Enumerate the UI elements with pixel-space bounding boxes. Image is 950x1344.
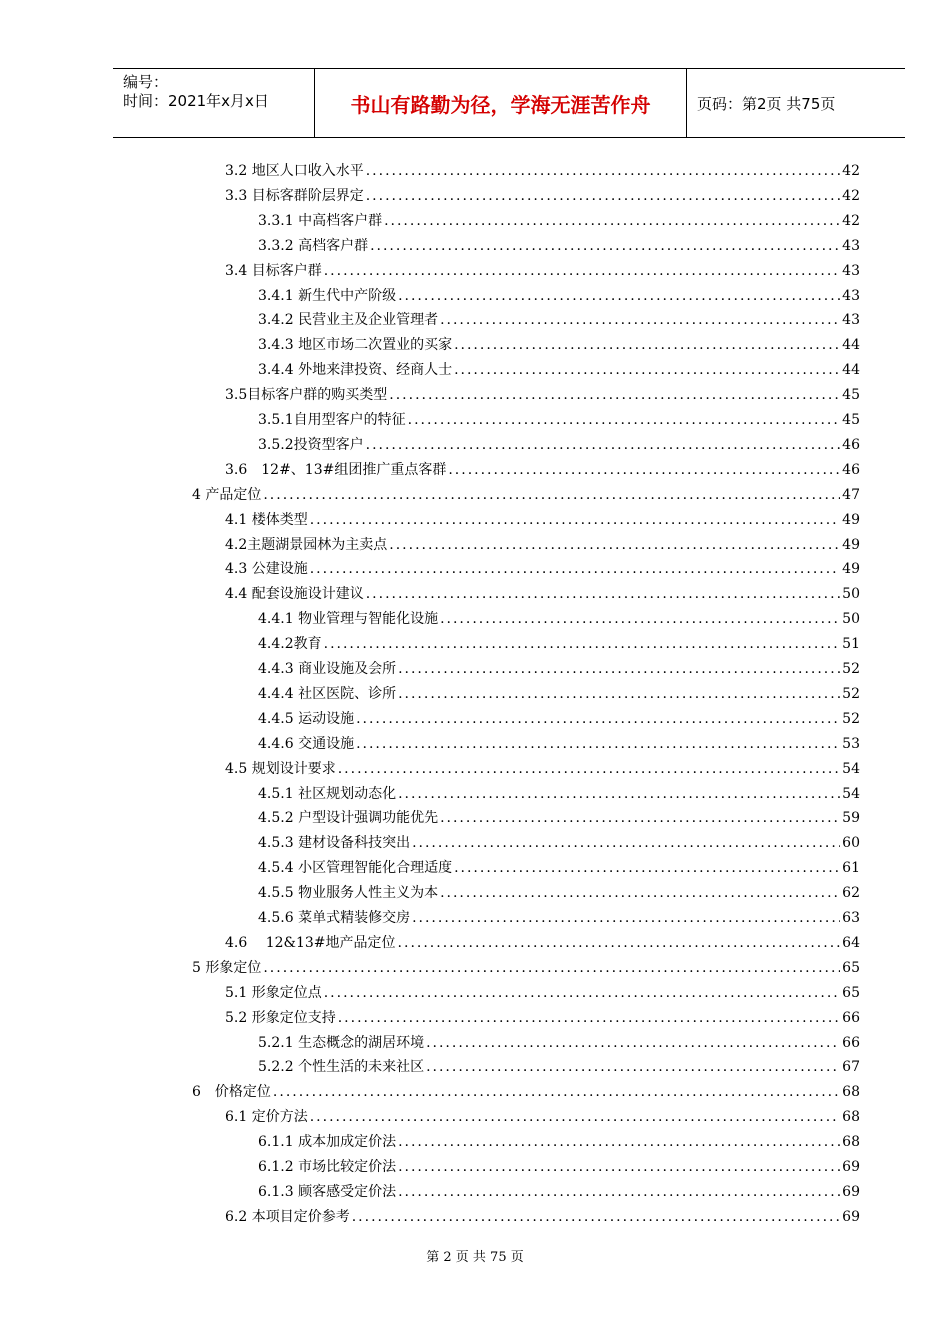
toc-entry[interactable] xyxy=(258,235,860,257)
toc-entry[interactable] xyxy=(225,459,860,481)
toc-entry-page: 65 xyxy=(842,959,860,976)
toc-entry-title: 3.4.2 民营业主及企业管理者 xyxy=(258,312,439,329)
toc-entry-title: 4.4.4 社区医院、诊所 xyxy=(258,685,397,702)
toc-leader-dots xyxy=(310,558,840,580)
toc-leader-dots xyxy=(384,210,840,232)
toc-entry-page: 59 xyxy=(842,810,860,827)
toc-entry-title: 4.5 规划设计要求 xyxy=(225,760,336,777)
toc-entry-title: 6.1.3 顾客感受定价法 xyxy=(258,1183,397,1200)
toc-leader-dots xyxy=(370,235,840,257)
toc-leader-dots xyxy=(398,1131,840,1153)
toc-entry[interactable] xyxy=(258,708,860,730)
toc-entry-title: 6.2 本项目定价参考 xyxy=(225,1208,350,1225)
toc-entry-page: 49 xyxy=(842,536,860,553)
toc-entry[interactable] xyxy=(225,1206,860,1228)
toc-leader-dots xyxy=(398,683,840,705)
toc-entry-page: 50 xyxy=(842,586,860,603)
toc-leader-dots xyxy=(426,1032,840,1054)
toc-leader-dots xyxy=(263,484,840,506)
toc-entry[interactable] xyxy=(225,558,860,580)
toc-entry[interactable] xyxy=(258,1181,860,1203)
toc-entry[interactable] xyxy=(258,359,860,381)
toc-entry-page: 69 xyxy=(842,1159,860,1175)
toc-entry-title: 3.4 目标客户群 xyxy=(225,262,322,279)
toc-leader-dots xyxy=(324,982,840,1004)
toc-leader-dots xyxy=(398,658,840,680)
toc-entry[interactable] xyxy=(258,882,860,904)
toc-leader-dots xyxy=(398,783,840,805)
toc-entry-page: 52 xyxy=(842,661,860,677)
toc-entry-title: 3.6 12#、13#组团推广重点客群 xyxy=(225,461,447,478)
toc-leader-dots xyxy=(338,758,840,780)
toc-leader-dots xyxy=(356,733,840,755)
header-motto: 书山有路勤为径，学海无涯苦作舟 xyxy=(315,69,687,137)
toc-entry-page: 44 xyxy=(842,362,860,379)
toc-entry-title: 3.4.1 新生代中产阶级 xyxy=(258,287,397,304)
toc-entry[interactable] xyxy=(258,733,860,755)
toc-entry-page: 69 xyxy=(842,1183,860,1200)
toc-entry[interactable] xyxy=(258,1131,860,1153)
toc-entry[interactable] xyxy=(258,683,860,705)
toc-entry-page: 49 xyxy=(842,561,860,578)
toc-entry-page: 62 xyxy=(842,885,860,902)
toc-entry[interactable] xyxy=(192,1081,860,1103)
toc-leader-dots xyxy=(454,334,840,356)
toc-leader-dots xyxy=(440,309,840,331)
toc-entry-title: 4 产品定位 xyxy=(192,486,262,503)
toc-entry[interactable] xyxy=(258,783,860,805)
toc-leader-dots xyxy=(324,633,841,655)
toc-entry-page: 46 xyxy=(842,461,860,478)
toc-entry-page: 60 xyxy=(842,835,860,852)
toc-entry[interactable] xyxy=(258,907,860,929)
toc-entry-title: 4.5.6 菜单式精装修交房 xyxy=(258,910,411,926)
toc-entry-page: 53 xyxy=(842,735,860,752)
toc-leader-dots xyxy=(366,160,840,182)
toc-entry-page: 68 xyxy=(842,1084,860,1101)
toc-entry-title: 6.1.2 市场比较定价法 xyxy=(258,1159,397,1175)
document-time: 时间：2021年x月x日 xyxy=(123,92,269,110)
toc-entry[interactable] xyxy=(258,633,860,655)
toc-entry-title: 5.1 形象定位点 xyxy=(225,984,322,1001)
toc-entry-page: 43 xyxy=(842,312,860,329)
toc-entry-title: 5.2.1 生态概念的湖居环境 xyxy=(258,1034,425,1051)
toc-leader-dots xyxy=(273,1081,840,1103)
toc-leader-dots xyxy=(310,1106,840,1128)
toc-leader-dots xyxy=(440,807,840,829)
toc-leader-dots xyxy=(440,608,840,630)
toc-leader-dots xyxy=(366,434,841,456)
toc-entry-title: 4.3 公建设施 xyxy=(225,561,308,578)
toc-entry[interactable] xyxy=(225,1106,860,1128)
toc-entry[interactable] xyxy=(225,260,860,282)
toc-entry-title: 3.5.2投资型客户 xyxy=(258,436,364,453)
toc-entry-title: 4.4.5 运动设施 xyxy=(258,710,355,727)
toc-leader-dots xyxy=(408,409,841,431)
toc-leader-dots xyxy=(263,957,840,979)
toc-entry-page: 65 xyxy=(842,984,860,1001)
toc-entry[interactable] xyxy=(225,583,860,605)
toc-leader-dots xyxy=(398,932,841,954)
page-footer: 第 2 页 共 75 页 xyxy=(426,1250,524,1265)
toc-entry-title: 6 价格定位 xyxy=(192,1084,271,1101)
toc-entry-title: 4.4.2教育 xyxy=(258,636,322,653)
toc-leader-dots xyxy=(412,907,840,929)
toc-entry-page: 66 xyxy=(842,1034,860,1051)
toc-entry-title: 3.3.2 高档客户群 xyxy=(258,237,369,254)
toc-entry-page: 67 xyxy=(842,1059,860,1076)
toc-leader-dots xyxy=(356,708,840,730)
toc-entry[interactable] xyxy=(258,409,860,431)
toc-leader-dots xyxy=(440,882,840,904)
toc-leader-dots xyxy=(398,285,840,307)
toc-entry-page: 45 xyxy=(842,387,860,404)
toc-entry-title: 4.5.3 建材设备科技突出 xyxy=(258,835,411,852)
toc-leader-dots xyxy=(324,260,840,282)
toc-entry-title: 4.1 楼体类型 xyxy=(225,511,308,528)
toc-entry[interactable] xyxy=(225,509,860,531)
toc-entry-title: 4.5.1 社区规划动态化 xyxy=(258,785,397,802)
toc-entry[interactable] xyxy=(225,185,860,207)
toc-entry-page: 54 xyxy=(842,785,860,802)
toc-entry-page: 49 xyxy=(842,511,860,528)
toc-entry-title: 5.2.2 个性生活的未来社区 xyxy=(258,1059,425,1076)
toc-entry[interactable] xyxy=(258,1056,860,1078)
toc-entry-page: 66 xyxy=(842,1009,860,1026)
toc-leader-dots xyxy=(448,459,840,481)
toc-entry[interactable] xyxy=(258,309,860,331)
toc-entry-page: 42 xyxy=(842,163,860,179)
toc-entry[interactable] xyxy=(225,534,860,556)
toc-leader-dots xyxy=(398,1181,840,1203)
toc-entry-page: 42 xyxy=(842,212,860,229)
toc-entry-title: 3.3 目标客群阶层界定 xyxy=(225,187,364,204)
toc-entry-page: 61 xyxy=(842,860,860,877)
toc-entry-page: 52 xyxy=(842,710,860,727)
toc-entry-page: 51 xyxy=(842,636,860,653)
toc-entry[interactable] xyxy=(258,857,860,879)
toc-entry-page: 68 xyxy=(842,1109,860,1126)
toc-entry-page: 43 xyxy=(842,237,860,254)
toc-entry[interactable] xyxy=(225,160,860,182)
toc-entry-title: 3.5.1自用型客户的特征 xyxy=(258,412,406,428)
header-meta xyxy=(113,69,315,137)
toc-entry[interactable] xyxy=(192,957,860,979)
toc-entry-page: 45 xyxy=(842,412,860,428)
toc-entry-title: 6.1.1 成本加成定价法 xyxy=(258,1134,397,1151)
toc-entry-title: 4.5.4 小区管理智能化合理适度 xyxy=(258,860,453,877)
toc-leader-dots xyxy=(352,1206,840,1228)
toc-entry-title: 4.5.5 物业服务人性主义为本 xyxy=(258,885,439,902)
toc-entry[interactable] xyxy=(258,1156,860,1178)
toc-leader-dots xyxy=(389,384,840,406)
toc-leader-dots xyxy=(426,1056,840,1078)
toc-entry-page: 68 xyxy=(842,1134,860,1151)
toc-entry-page: 54 xyxy=(842,760,860,777)
toc-leader-dots xyxy=(398,1156,840,1178)
toc-entry-title: 4.4.6 交通设施 xyxy=(258,735,355,752)
toc-entry-page: 44 xyxy=(842,337,860,354)
toc-entry-page: 52 xyxy=(842,685,860,702)
toc-entry-page: 42 xyxy=(842,187,860,204)
toc-entry-page: 64 xyxy=(842,934,860,951)
toc-entry-page: 50 xyxy=(842,611,860,628)
toc-entry[interactable] xyxy=(225,384,860,406)
toc-entry-title: 4.4.1 物业管理与智能化设施 xyxy=(258,611,439,628)
page-header xyxy=(113,68,905,138)
toc-leader-dots xyxy=(454,857,840,879)
toc-entry-title: 5 形象定位 xyxy=(192,959,262,976)
toc-entry[interactable] xyxy=(225,1007,860,1029)
toc-leader-dots xyxy=(454,359,840,381)
toc-entry[interactable] xyxy=(225,932,860,954)
toc-entry-page: 46 xyxy=(842,436,860,453)
toc-entry[interactable] xyxy=(225,982,860,1004)
toc-entry-page: 69 xyxy=(842,1208,860,1225)
toc-entry-title: 4.4.3 商业设施及会所 xyxy=(258,661,397,677)
toc-entry[interactable] xyxy=(225,758,860,780)
toc-leader-dots xyxy=(338,1007,840,1029)
toc-leader-dots xyxy=(366,185,840,207)
toc-entry[interactable] xyxy=(258,1032,860,1054)
toc-entry-page: 43 xyxy=(842,287,860,304)
toc-entry-page: 47 xyxy=(842,486,860,503)
toc-entry-title: 3.4.3 地区市场二次置业的买家 xyxy=(258,337,453,354)
toc-leader-dots xyxy=(366,583,840,605)
toc-entry-title: 3.4.4 外地来津投资、经商人士 xyxy=(258,362,453,379)
toc-entry-title: 3.2 地区人口收入水平 xyxy=(225,163,364,179)
toc-entry-title: 4.4 配套设施设计建议 xyxy=(225,586,364,603)
toc-entry-title: 4.5.2 户型设计强调功能优先 xyxy=(258,810,439,827)
toc-entry-title: 3.3.1 中高档客户群 xyxy=(258,212,383,229)
toc-entry-title: 4.2主题湖景园林为主卖点 xyxy=(225,536,388,553)
document-number: 编号： xyxy=(123,73,169,91)
toc-entry-page: 63 xyxy=(842,910,860,926)
toc-entry-page: 43 xyxy=(842,262,860,279)
toc-entry[interactable] xyxy=(258,210,860,232)
toc-entry-title: 6.1 定价方法 xyxy=(225,1109,308,1126)
toc-entry[interactable] xyxy=(258,285,860,307)
toc-entry[interactable] xyxy=(258,658,860,680)
toc-entry[interactable] xyxy=(192,484,860,506)
toc-entry[interactable] xyxy=(258,608,860,630)
toc-leader-dots xyxy=(412,832,840,854)
toc-leader-dots xyxy=(389,534,840,556)
toc-entry[interactable] xyxy=(258,807,860,829)
header-page-number: 页码：第2页 共75页 xyxy=(697,94,836,113)
toc-entry[interactable] xyxy=(258,434,860,456)
toc-entry-title: 4.6 12&13#地产品定位 xyxy=(225,934,396,951)
toc-entry[interactable] xyxy=(258,832,860,854)
toc-entry[interactable] xyxy=(258,334,860,356)
toc-leader-dots xyxy=(310,509,840,531)
toc-entry-title: 3.5目标客户群的购买类型 xyxy=(225,387,388,404)
toc-entry-title: 5.2 形象定位支持 xyxy=(225,1009,336,1026)
